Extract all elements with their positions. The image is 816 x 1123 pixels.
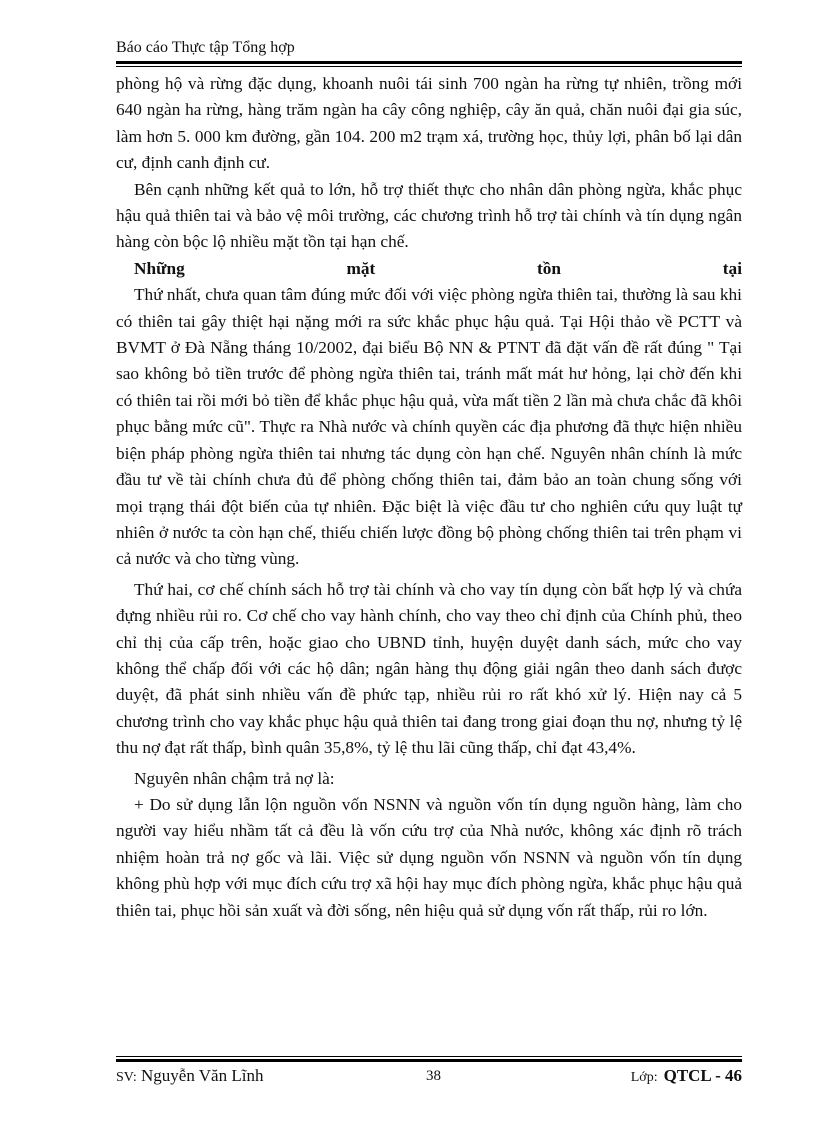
paragraph-achievements: Bên cạnh những kết quả to lớn, hỗ trợ thiết thực cho nhân dân phòng ngừa, khắc phục hậu quả thiên tai và bảo vệ môi trường, các chương trình hỗ trợ tài chính và tín dụng ngân hàng còn bộc lộ nhiều mặt tồn tại hạn chế.: [116, 179, 742, 252]
page-number: 38: [426, 1068, 441, 1084]
class-prefix: Lớp:: [630, 1070, 658, 1085]
header-rule-thin: [116, 66, 742, 67]
section-heading: Những mặt tồn tại: [134, 258, 742, 278]
page-footer: [116, 1063, 742, 1089]
student-name: Nguyễn Văn Lĩnh: [141, 1066, 264, 1085]
class-name: QTCL - 46: [663, 1066, 742, 1085]
footer-rule-thick: [116, 1059, 742, 1062]
student-info: [116, 1063, 263, 1091]
footer-rule-thin: [116, 1056, 742, 1057]
page-header: [116, 37, 742, 59]
page-body: [116, 71, 742, 924]
report-title: Báo cáo Thực tập Tổng hợp: [116, 39, 295, 56]
header-rule-thick: [116, 61, 742, 64]
paragraph-cause-item: + Do sử dụng lẫn lộn nguồn vốn NSNN và nguồn vốn tín dụng nguồn hàng, làm cho người vay hiểu nhầm tất cả đều là vốn cứu trợ của Nhà nước, không xác định rõ trách nhiệm hoàn trả nợ gốc và lãi. Việc sử dụng nguồn vốn NSNN và nguồn vốn tín dụng không phù hợp với mục đích cứu trợ xã hội hay mục đích phòng ngừa, khắc phục hậu quả thiên tai, phục hồi sản xuất và đời sống, nên hiệu quả sử dụng vốn rất thấp, rủi ro lớn.: [116, 794, 742, 920]
paragraph-first-issue: Thứ nhất, chưa quan tâm đúng mức đối với việc phòng ngừa thiên tai, thường là sau khi có thiên tai gây thiệt hại nặng mới ra sức khắc phục hậu quả. Tại Hội thảo về PCTT và BVMT ở Đà Nẵng tháng 10/2002, đại biểu Bộ NN & PTNT đã đặt vấn đề rất đúng " Tại sao không bỏ tiền trước để phòng ngừa thiên tai, tránh mất mát hư hỏng, lại chờ đến khi có thiên tai rồi mới bỏ tiền để khắc phục hậu quả, vừa mất tiền 2 lần mà chưa chắc đã khôi phục bằng mức cũ". Thực ra Nhà nước và chính quyền các địa phương đã thực hiện nhiều biện pháp phòng ngừa thiên tai nhưng tác dụng còn hạn chế. Nguyên nhân chính là mức đầu tư về tài chính chưa đủ để phòng chống thiên tai, đảm bảo an toàn chung sống với mọi trạng thái đột biến của tự nhiên. Đặc biệt là việc đầu tư cho nghiên cứu quy luật tự nhiên ở nước ta còn hạn chế, thiếu chiến lược đồng bộ phòng chống thiên tai trên phạm vi cả nước và cho từng vùng.: [116, 285, 742, 569]
student-prefix: SV:: [116, 1070, 137, 1085]
paragraph-continued: phòng hộ và rừng đặc dụng, khoanh nuôi tái sinh 700 ngàn ha rừng tự nhiên, trồng mới 640 ngàn ha rừng, hàng trăm ngàn ha cây công nghiệp, cây ăn quả, chăn nuôi đại gia súc, làm hơn 5. 000 km đường, gần 104. 200 m2 trạm xá, trường học, thủy lợi, phân bố lại dân cư, định canh định cư.: [116, 74, 742, 173]
paragraph-second-issue: Thứ hai, cơ chế chính sách hỗ trợ tài chính và cho vay tín dụng còn bất hợp lý và chứa đựng nhiều rủi ro. Cơ chế cho vay hành chính, cho vay theo chỉ định của Chính phủ, theo chỉ thị của cấp trên, hoặc giao cho UBND tỉnh, huyện duyệt danh sách, mức cho vay không thể chấp đối với các hộ dân; ngân hàng thụ động giải ngân theo danh sách được duyệt, đã phát sinh nhiều vấn đề phức tạp, nhiều rủi ro rất khó xử lý. Hiện nay cả 5 chương trình cho vay khắc phục hậu quả thiên tai đang trong giai đoạn thu nợ, nhưng tỷ lệ thu nợ đạt rất thấp, bình quân 35,8%, tỷ lệ thu lãi cũng thấp, chỉ đạt 43,4%.: [116, 579, 742, 758]
class-info: [631, 1063, 742, 1091]
paragraph-causes-intro: Nguyên nhân chậm trả nợ là:: [134, 768, 335, 788]
